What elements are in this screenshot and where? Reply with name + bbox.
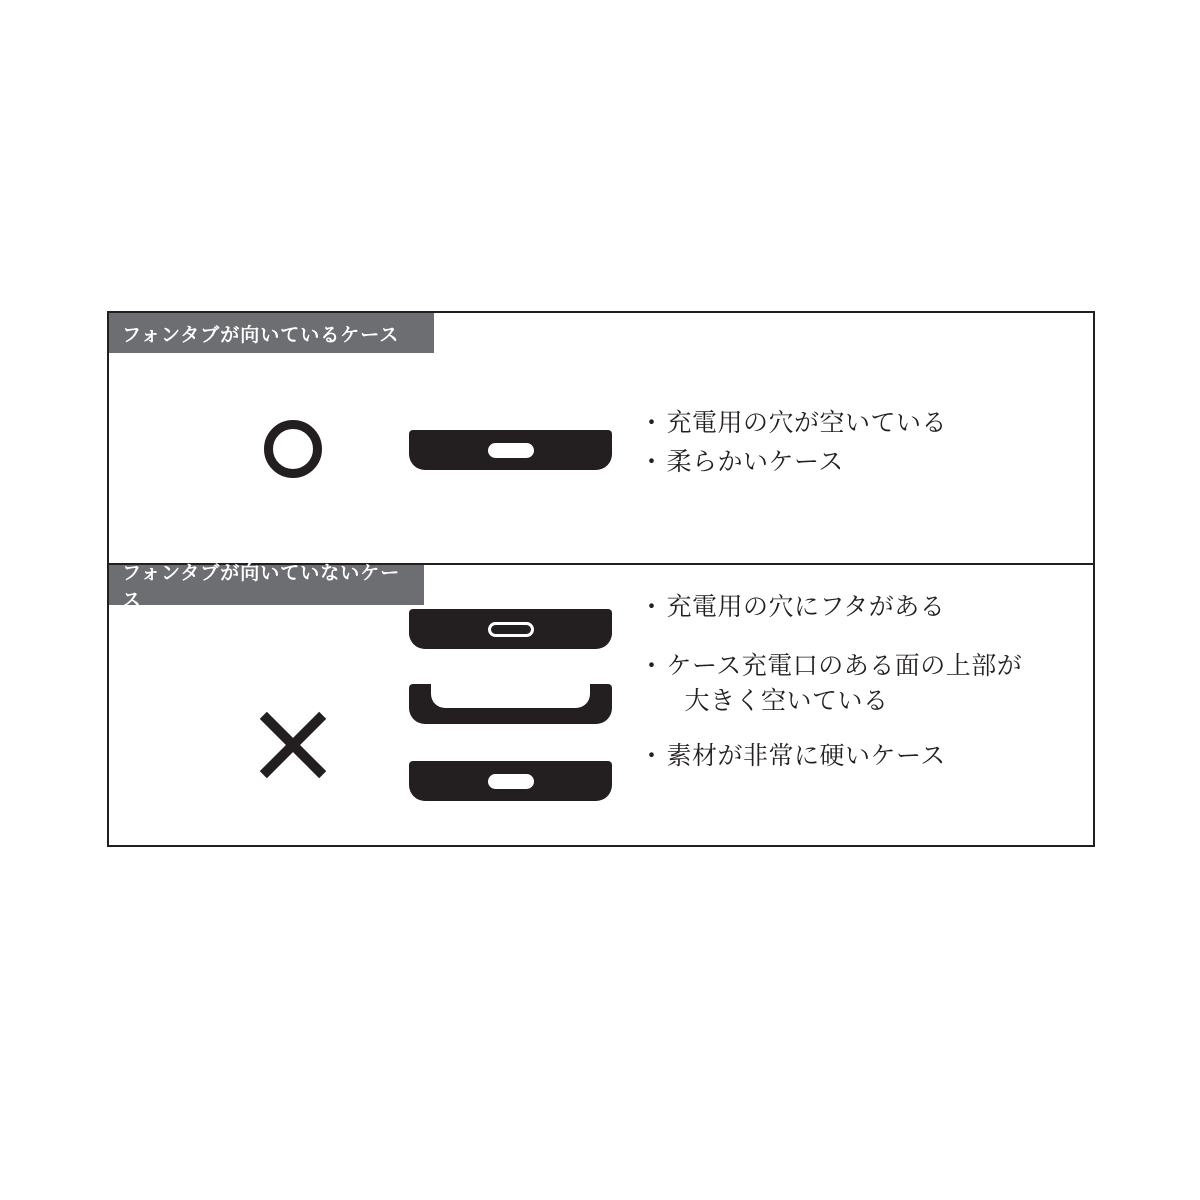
notes-suitable bbox=[639, 411, 947, 489]
note-item bbox=[639, 450, 947, 475]
device-rigid-port-illustration bbox=[409, 761, 612, 801]
open-top-gap bbox=[431, 682, 590, 708]
circle-ok-icon bbox=[264, 420, 322, 478]
bullet-mark: ・ bbox=[639, 448, 665, 476]
note-text: 柔らかいケース bbox=[666, 448, 844, 476]
note-item bbox=[639, 654, 1022, 714]
note-text-line1: ケース充電口のある面の上部が bbox=[666, 652, 1023, 680]
device-open-top-illustration bbox=[409, 684, 612, 724]
note-text-line2: 大きく空いている bbox=[684, 687, 889, 715]
note-item bbox=[639, 744, 1022, 769]
note-text: 素材が非常に硬いケース bbox=[666, 742, 946, 770]
note-text-wrap bbox=[667, 654, 1023, 714]
bullet-mark: ・ bbox=[639, 593, 665, 621]
device-open-port-illustration bbox=[409, 430, 612, 470]
note-text: 充電用の穴が空いている bbox=[666, 409, 948, 437]
bullet-mark: ・ bbox=[639, 742, 665, 770]
charging-port-opening bbox=[488, 774, 534, 789]
charging-port-opening bbox=[488, 443, 534, 458]
compatibility-diagram bbox=[107, 311, 1095, 847]
notes-unsuitable bbox=[639, 595, 1022, 783]
bullet-mark: ・ bbox=[639, 652, 665, 680]
cross-ng-icon bbox=[261, 713, 325, 777]
bullet-mark: ・ bbox=[639, 409, 665, 437]
section-unsuitable-cases bbox=[109, 565, 1093, 845]
charging-port-cover bbox=[488, 622, 534, 637]
section-header-unsuitable: フォンタブが向いていないケース bbox=[109, 565, 424, 605]
section-header-suitable: フォンタブが向いているケース bbox=[109, 313, 434, 353]
section-suitable-cases bbox=[109, 313, 1093, 565]
note-item bbox=[639, 411, 947, 436]
note-text: 充電用の穴にフタがある bbox=[666, 593, 946, 621]
note-item bbox=[639, 595, 1022, 620]
device-covered-port-illustration bbox=[409, 609, 612, 649]
